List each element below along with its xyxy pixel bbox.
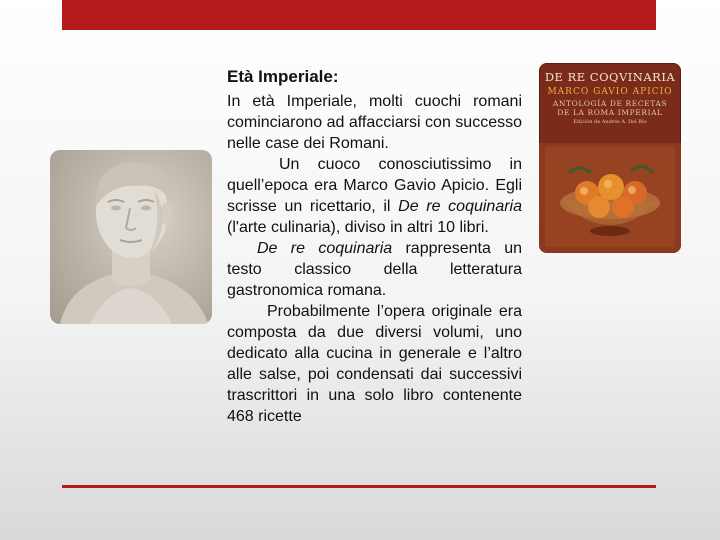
top-accent-bar [62, 0, 656, 30]
book-cover-author: MARCO GAVIO APICIO [547, 87, 673, 97]
paragraph-intro [227, 91, 522, 154]
fruit-bowl-illustration [539, 143, 681, 253]
book-title-italic: De re coquinaria [398, 198, 522, 215]
paragraph-original-text: Probabilmente l’opera originale era composta da due diversi volumi, uno dedicato alla cucina in generale e l’altro alle salse, poi condensati dai successivi trascrittori in una solo libro contenente 468 ricette [227, 303, 522, 425]
paragraph-intro-text: In età Imperiale, molti cuochi romani cominciarono ad affacciarsi con successo nelle case dei Romani. [227, 93, 522, 152]
book-cover-subtitle-line1: ANTOLOGÍA DE RECETAS [552, 99, 668, 108]
book-cover-subtitle [539, 99, 681, 117]
paragraph-original [227, 301, 522, 427]
roman-bust-image [50, 150, 212, 324]
slide-text-block [227, 66, 522, 427]
paragraph-classic-text: rappresenta un testo classico della letteratura gastronomica romana. [227, 240, 522, 299]
book-title-italic-2: De re coquinaria [257, 240, 393, 257]
book-cover-subtitle-line2: DE LA ROMA IMPERIAL [557, 108, 663, 117]
book-cover-image [539, 63, 681, 253]
paragraph-apicio [227, 154, 522, 238]
bottom-accent-rule [62, 485, 656, 488]
slide-heading: Età Imperiale: [227, 67, 339, 86]
paragraph-apicio-text: Un cuoco conosciutissimo in quell’epoca era Marco Gavio Apicio. Egli scrisse un ricettario, il [227, 156, 522, 215]
book-cover-editor: Edición de Andrés A. Del Río [573, 119, 647, 125]
paragraph-classic [227, 238, 522, 301]
book-cover-title-area [539, 63, 681, 143]
book-cover-title: DE RE COQVINARIA [544, 70, 676, 84]
paragraph-apicio-tail: (l'arte culinaria), diviso in altri 10 libri. [227, 219, 489, 236]
